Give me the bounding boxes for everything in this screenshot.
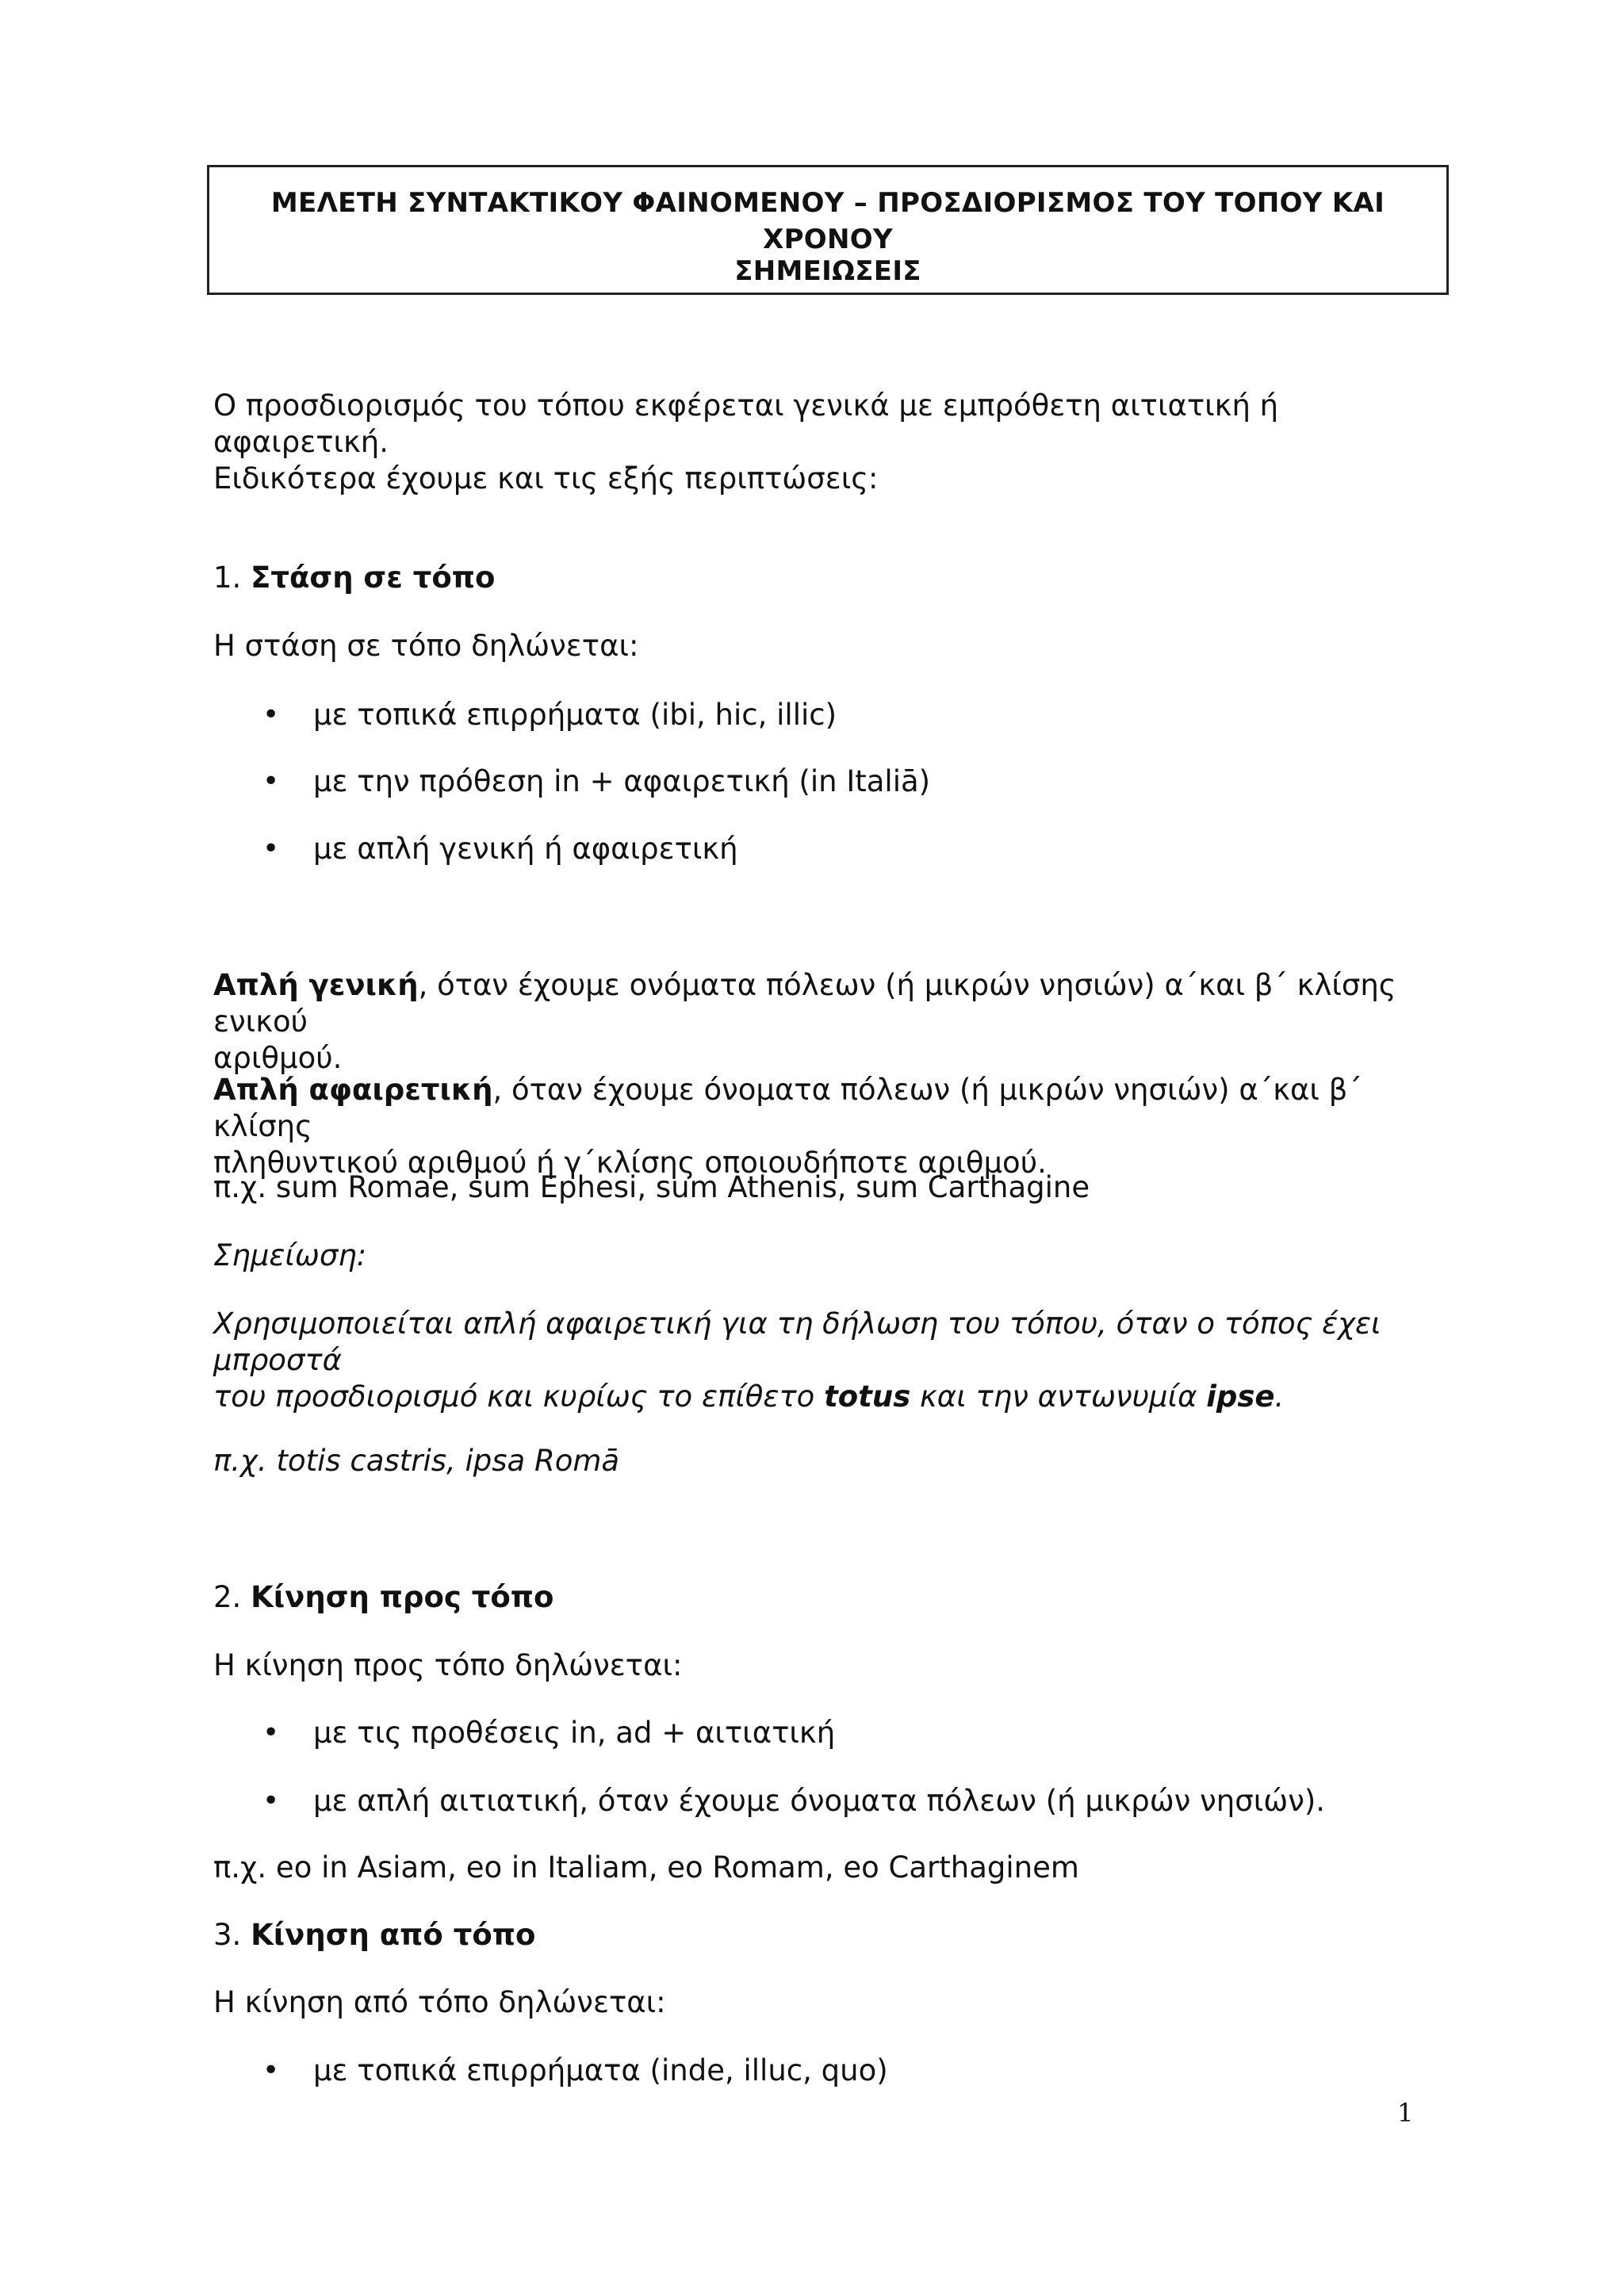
section-2-lead: Η κίνηση προς τόπο δηλώνεται:: [213, 1648, 683, 1682]
intro-line-2: Ειδικότερα έχουμε και τις εξής περιπτώσεις:: [213, 461, 879, 496]
section-1-example: π.χ. sum Romae, sum Ephesi, sum Athenis, sum Carthagine: [213, 1170, 1090, 1204]
section-1-title: Στάση σε τόπο: [251, 561, 496, 595]
section-3-heading: [213, 1917, 1434, 1954]
title-box: [207, 165, 1449, 295]
intro-paragraph: [213, 388, 1434, 497]
note-label: Σημείωση:: [213, 1238, 367, 1272]
bullet-icon: •: [262, 832, 280, 865]
document-page: ΜΕΛΕΤΗ ΣΥΝΤΑΚΤΙΚΟΥ ΦΑΙΝΟΜΕΝΟΥ – ΠΡΟΣΔΙΟΡΙΣΜΟΣ ΤΟΥ ΤΟΠΟΥ ΚΑΙ ΧΡΟΝΟΥ ΣΗΜΕΙΩΣΕΙΣ Ο προσδιορισμός του τόπου εκφέρεται γενικά με εμπρόθετη αιτιατική ή αφαιρετική. Ειδικότερα έχουμε και τις εξής περιπτώσεις: 1. Στάση σε τόπο Η στάση σε τόπο δηλώνεται: • με τοπικά επιρρήματα (ibi, hic, illic) • με την πρόθεση in + αφαιρετική (in Italiā) • με απλή γενική ή αφαιρετική Απλή γενική, όταν έχουμε ονόματα πόλεων (ή μικρών νησιών) α΄και β΄ κλίσης ενικού αριθμού. Απλή αφαιρετική, όταν έχουμε όνοματα πόλεων (ή μικρών νησιών) α΄και β΄ κλίσης πληθυντικού αριθμού ή γ΄κλίσης οποιουδήποτε αριθμού. π.χ. sum Romae, sum Ephesi, sum Athenis, sum Carthagine Σημείωση: Χρησιμοποιείται απλή αφαιρετική για τη δήλωση του τόπου, όταν ο τόπος έχει μπροστά του προσδιορισμό και κυρίως το επίθετο totus και την αντωνυμία ipse. π.χ. totis castris, ipsa Romā 2. Κίνηση προς τόπο Η κίνηση προς τόπο δηλώνεται: • με τις προθέσεις in, ad + αιτιατική • με απλή αιτιατική, όταν έχουμε όνοματα πόλεων (ή μικρών νησιών). π.χ. eo in Asiam, eo in Italiam, eo Romam, eo Carthaginem 3. Κίνηση από τόπο Η κίνηση από τόπο δηλώνεται: • με τοπικά επιρρήματα (inde, illuc, quo) 1: [0, 0, 1624, 2296]
page-number: 1: [1397, 2098, 1414, 2128]
totus-term: totus: [824, 1380, 911, 1414]
section-3-number: 3.: [213, 1918, 251, 1952]
ipse-term: ipse: [1206, 1380, 1275, 1414]
document-subtitle: ΣΗΜΕΙΩΣΕΙΣ: [734, 255, 921, 287]
section-1-heading: [213, 560, 1434, 596]
intro-line-1: Ο προσδιορισμός του τόπου εκφέρεται γενικά με εμπρόθετη αιτιατική ή αφαιρετική.: [213, 388, 1279, 459]
section-1-number: 1.: [213, 561, 251, 595]
ablative-term: Απλή αφαιρετική: [213, 1073, 493, 1107]
section-3-title: Κίνηση από τόπο: [251, 1918, 536, 1952]
genitive-term: Απλή γενική: [213, 968, 419, 1002]
section-2-title: Κίνηση προς τόπο: [251, 1580, 554, 1614]
genitive-paragraph: Απλή γενική, όταν έχουμε ονόματα πόλεων (ή μικρών νησιών) α΄και β΄ κλίσης ενικού αριθμού.: [213, 968, 1396, 1075]
document-title: ΜΕΛΕΤΗ ΣΥΝΤΑΚΤΙΚΟΥ ΦΑΙΝΟΜΕΝΟΥ – ΠΡΟΣΔΙΟΡΙΣΜΟΣ ΤΟΥ ΤΟΠΟΥ ΚΑΙ ΧΡΟΝΟΥ: [270, 187, 1385, 255]
bullet-icon: •: [262, 1785, 280, 1817]
bullet-icon: •: [262, 2054, 280, 2087]
ablative-paragraph: Απλή αφαιρετική, όταν έχουμε όνοματα πόλεων (ή μικρών νησιών) α΄και β΄ κλίσης πληθυντικού αριθμού ή γ΄κλίσης οποιουδήποτε αριθμού.: [213, 1073, 1362, 1180]
note-paragraph: Χρησιμοποιείται απλή αφαιρετική για τη δήλωση του τόπου, όταν ο τόπος έχει μπροστά του προσδιορισμό και κυρίως το επίθετο totus και την αντωνυμία ipse.: [213, 1307, 1381, 1414]
note-example: π.χ. totis castris, ipsa Romā: [213, 1444, 620, 1478]
section-1-lead: Η στάση σε τόπο δηλώνεται:: [213, 629, 639, 663]
section-2-number: 2.: [213, 1580, 251, 1614]
section-2-example: π.χ. eo in Asiam, eo in Italiam, eo Romam, eo Carthaginem: [213, 1850, 1079, 1885]
bullet-icon: •: [262, 698, 280, 731]
bullet-icon: •: [262, 765, 280, 798]
bullet-icon: •: [262, 1716, 280, 1749]
section-2-heading: [213, 1579, 1434, 1616]
section-3-lead: Η κίνηση από τόπο δηλώνεται:: [213, 1985, 666, 2019]
